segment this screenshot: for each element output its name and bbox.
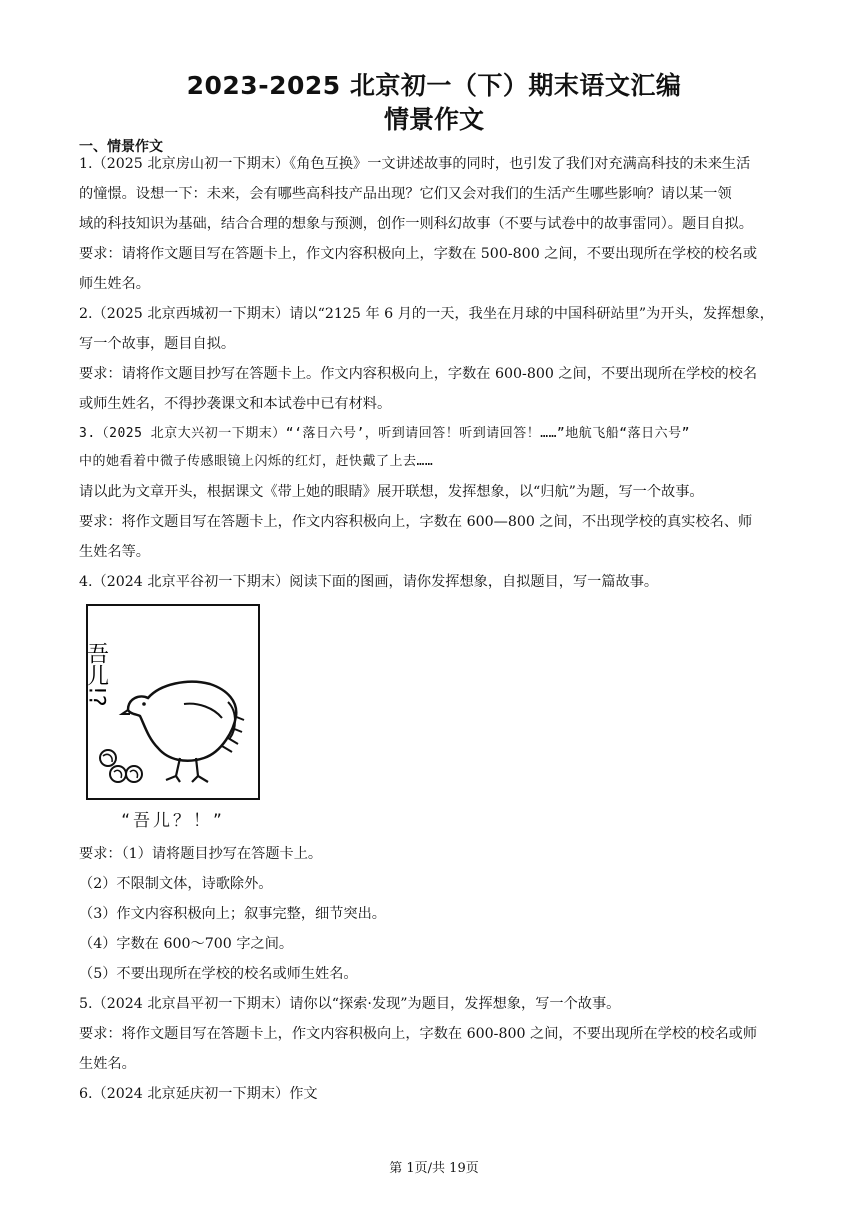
paragraph-line: 3.（2025 北京大兴初一下期末）“‘落日六号’，听到请回答！听到请回答！……”地航飞船“落日六号” <box>79 426 690 441</box>
paragraph-line: 请以此为文章开头，根据课文《带上她的眼睛》展开联想，发挥想象，以“归航”为题，写一个故事。 <box>79 484 704 500</box>
hen-illustration <box>83 604 260 800</box>
paragraph-line: （3）作文内容积极向上；叙事完整，细节突出。 <box>79 906 386 922</box>
illustration-caption: “吾儿？！” <box>121 811 225 831</box>
paragraph-line: 要求：将作文题目写在答题卡上，作文内容积极向上，字数在 600—800 之间，不出现学校的真实校名、师 <box>79 514 753 530</box>
paragraph-line: 生姓名等。 <box>79 544 150 560</box>
paragraph-line: 5.（2024 北京昌平初一下期末）请你以“探索·发现”为题目，发挥想象，写一个故事。 <box>79 996 621 1012</box>
paragraph-line: 的憧憬。设想一下：未来，会有哪些高科技产品出现？它们又会对我们的生活产生哪些影响？请以某一领 <box>79 186 732 202</box>
section-heading: 一、情景作文 <box>79 139 163 155</box>
paragraph-line: 6.（2024 北京延庆初一下期末）作文 <box>79 1086 318 1102</box>
paragraph-line: 1.（2025 北京房山初一下期末）《角色互换》一文讲述故事的同时，也引发了我们对充满高科技的未来生活 <box>79 156 751 172</box>
paragraph-line: 要求：请将作文题目抄写在答题卡上。作文内容积极向上，字数在 600-800 之间，不要出现所在学校的校名 <box>79 366 758 382</box>
paragraph-line: 要求：请将作文题目写在答题卡上，作文内容积极向上，字数在 500-800 之间，不要出现所在学校的校名或 <box>79 246 758 262</box>
paragraph-line: 写一个故事，题目自拟。 <box>79 336 236 352</box>
paragraph-line: 2.（2025 北京西城初一下期末）请以“2125 年 6 月的一天，我坐在月球的中国科研站里”为开头，发挥想象， <box>79 306 774 322</box>
paragraph-line: （4）字数在 600～700 字之间。 <box>79 936 294 952</box>
paragraph-line: （5）不要出现所在学校的校名或师生姓名。 <box>79 966 358 982</box>
document-title: 2023-2025 北京初一（下）期末语文汇编 <box>186 71 682 100</box>
picture-inscription: 吾儿!? <box>83 642 109 707</box>
paragraph-line: （2）不限制文体，诗歌除外。 <box>79 876 273 892</box>
hen-drawing <box>83 606 258 798</box>
paragraph-line: 要求：将作文题目写在答题卡上，作文内容积极向上，字数在 600-800 之间，不要出现所在学校的校名或师 <box>79 1026 758 1042</box>
paragraph-line: 要求：（1）请将题目抄写在答题卡上。 <box>79 846 323 862</box>
paragraph-line: 生姓名。 <box>79 1056 136 1072</box>
paragraph-line: 中的她看着中微子传感眼镜上闪烁的红灯，赶快戴了上去…… <box>79 454 434 469</box>
document-subtitle: 情景作文 <box>383 105 484 134</box>
paragraph-line: 师生姓名。 <box>79 276 150 292</box>
page-footer: 第 1页/共 19页 <box>389 1161 479 1176</box>
paragraph-line: 4.（2024 北京平谷初一下期末）阅读下面的图画，请你发挥想象，自拟题目，写一篇故事。 <box>79 574 659 590</box>
paragraph-line: 或师生姓名，不得抄袭课文和本试卷中已有材料。 <box>79 396 392 412</box>
paragraph-line: 域的科技知识为基础，结合合理的想象与预测，创作一则科幻故事（不要与试卷中的故事雷同）。题目自拟。 <box>79 216 753 232</box>
